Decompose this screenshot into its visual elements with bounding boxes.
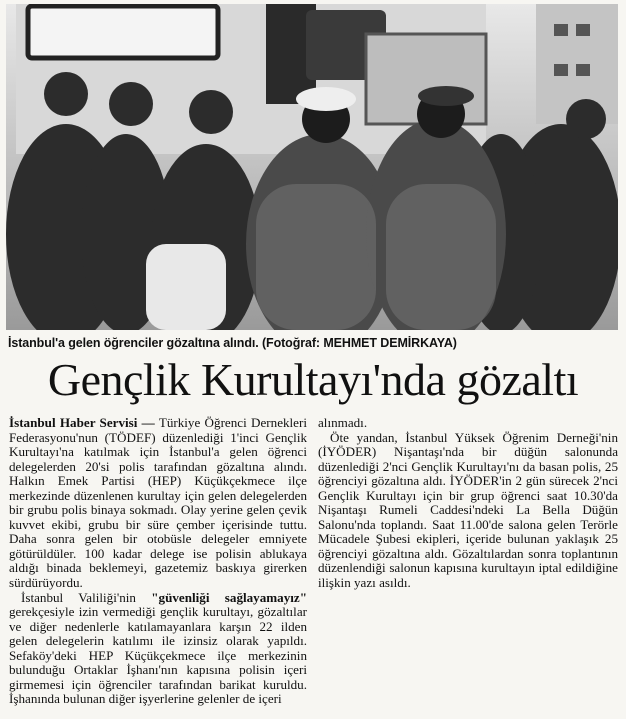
caption-suffix: ) xyxy=(452,336,457,350)
photo-caption xyxy=(8,336,620,350)
police-crowd-photo xyxy=(6,4,618,330)
caption-text: İstanbul'a gelen öğrenciler gözaltına alındı. (Fotoğraf: xyxy=(8,336,324,350)
article-paragraph-2: gerekçesiyle izin vermediği gençlik kurultayı, gözaltılar ve diğer nedenlerle katılamayanlara karşın 22 ilden gelen delegelerin katılımı ile izinsiz olarak yapıldı. Sefaköy'deki HEP Küçükçekmece ilçe merkezinin bulunduğu Ortaklar İşhanı'nın kapısına polisin içeri girmemesi için öğrenciler tarafından barikat kuruldu. İşhanında bulunan diğer işyerlerine gelenler de içeri xyxy=(9,604,307,707)
article-paragraph-1: Türkiye Öğrenci Dernekleri Federasyonu'nun (TÖDEF) düzenlediği 1'inci Gençlik Kurultayı'na katılmak için İstanbul'a gelen öğrenci delegelerden 20'si polis tarafından gözaltına alındı. Halkın Emek Partisi (HEP) Küçükçekmece ilçe merkezinde düzenlenen kurultay için gelen delegelerden bir grubu polis binaya sokmadı. Olay yerine gelen çevik kuvvet ekibi, grubu bir süre çember içerisinde tuttu. Daha sonra gelen bir otobüsle delegeler emniyete götürüldüler. 100 kadar delege ise polisin ablukaya aldığı binada beklemeyi, gazetemiz baskıya girerken sürdürüyordu. xyxy=(9,415,307,591)
article-byline: İstanbul Haber Servisi — xyxy=(9,415,155,430)
article-paragraph-2-continued-text: alınmadı. xyxy=(318,415,368,430)
article-paragraph-2-continued xyxy=(318,416,618,431)
article-column-left xyxy=(9,416,307,707)
article-paragraph-2-quote: "güvenliği sağlayamayız" xyxy=(151,589,307,605)
article-paragraph-3: Öte yandan, İstanbul Yüksek Öğrenim Derneği'nin (İYÖDER) Nişantaşı'nda bir düğün salonunda düzenlediği 2'nci Gençlik Kurultayı'nı da basan polis, 25 öğrenciyi gözaltına aldı. İYÖDER'in 2 gün sürecek 2'nci Gençlik Kurultayı için bir grup öğrenci saat 10.30'da Nişantaşı Rumeli Caddesi'ndeki La Bella Düğün Salonu'nda toplandı. Saat 11.00'de salona gelen Terörle Mücadele Şubesi ekipleri, içeride bulunan yaklaşık 25 öğrenciyi gözaltına aldı. Gözaltılardan sonra toplantının düzenlendiği salonun kapısına kurultayın iptal edildiğine ilişkin yazı asıldı. xyxy=(318,429,618,591)
article-column-right xyxy=(318,416,618,591)
article-paragraph-2-prefix: İstanbul Valiliği'nin xyxy=(21,589,152,605)
news-photo xyxy=(6,4,618,330)
caption-photographer: MEHMET DEMİRKAYA xyxy=(323,336,453,350)
article-headline: Gençlik Kurultayı'nda gözaltı xyxy=(47,354,579,405)
